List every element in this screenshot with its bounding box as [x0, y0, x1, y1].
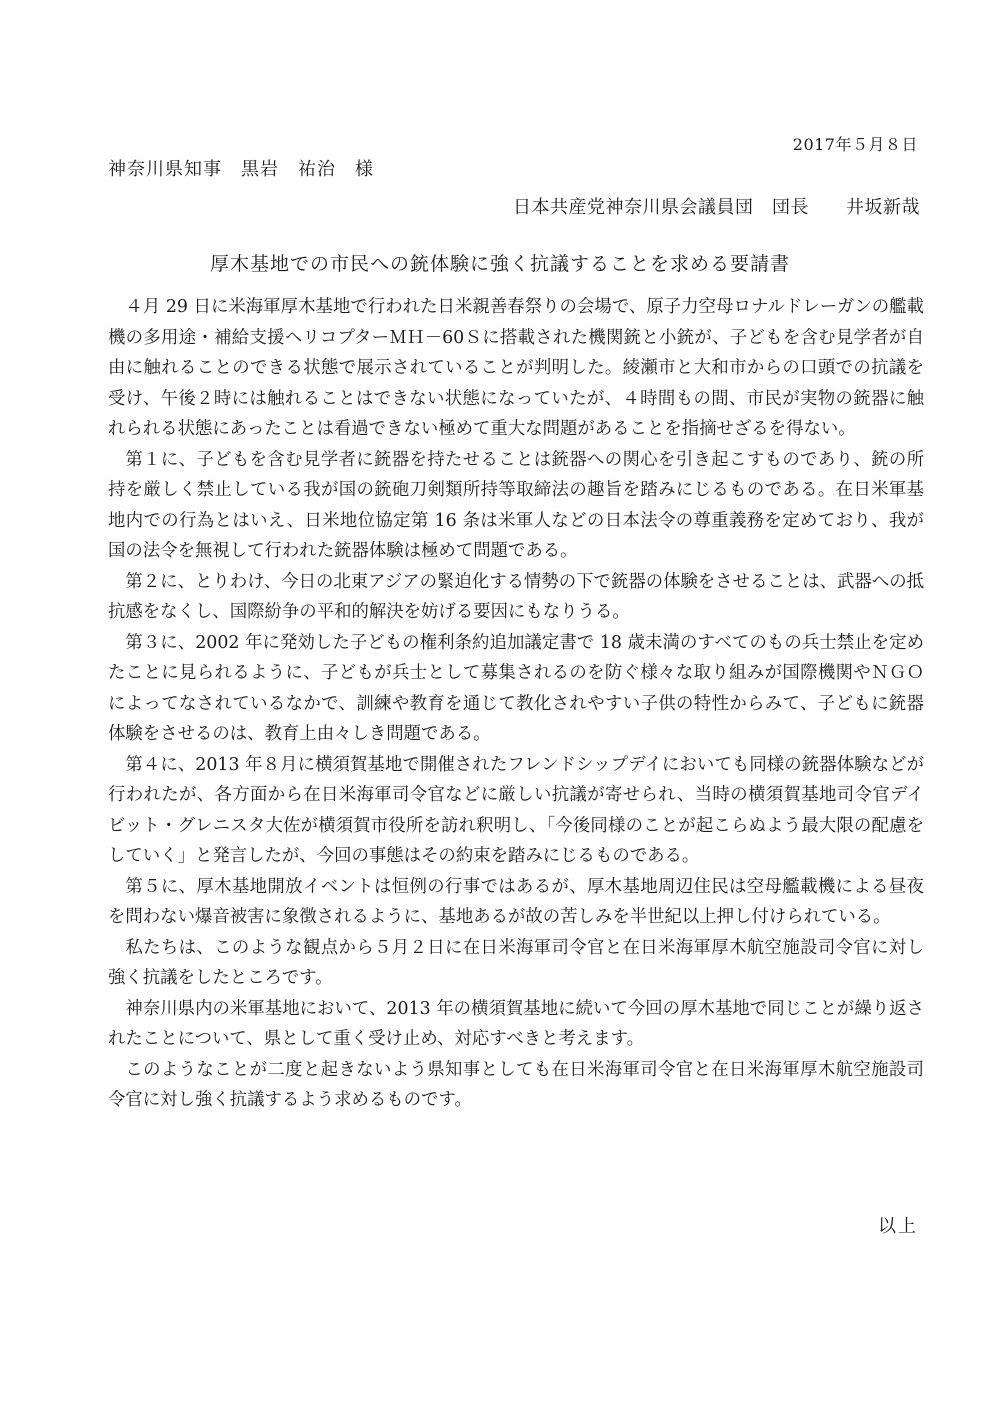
recipient-line: 神奈川県知事 黒岩 祐治 様 [108, 159, 374, 180]
paragraph-intro: ４月 29 日に米海軍厚木基地で行われた日米親善春祭りの会場で、原子力空母ロナルドレーガンの艦載機の多用途・補給支援ヘリコプターＭＨ－60Ｓに搭載された機関銃と小銃が、子どもを含む見学者が自由に触れることのできる状態で展示されていることが判明した。綾瀬市と大和市からの口頭での抗議を受け、午後２時には触れることはできない状態になっていたが、４時間もの間、市民が実物の銃器に触れられる状態にあったことは看過できない極めて重大な問題があることを指摘せざるを得ない。 [108, 297, 924, 439]
document-date: 2017年５月８日 [792, 135, 918, 154]
paragraph-protest: 私たちは、このような観点から５月２日に在日米海軍司令官と在日米海軍厚木航空施設司令官に対し強く抗議をしたところです。 [108, 937, 924, 988]
paragraph-point-4: 第４に、2013 年８月に横須賀基地で開催されたフレンドシップデイにおいても同様の銃器体験などが行われたが、各方面から在日米海軍司令官などに厳しい抗議が寄せられ、当時の横須賀基地司令官デイビット・グレニスタ大佐が横須賀市役所を訪れ釈明し、「今後同様のことが起こらぬよう最大限の配慮をしていく」と発言したが、今回の事態はその約束を踏みにじるものである。 [108, 754, 924, 866]
paragraph-point-1: 第１に、子どもを含む見学者に銃器を持たせることは銃器への関心を引き起こすものであり、銃の所持を厳しく禁止している我が国の銃砲刀剣類所持等取締法の趣旨を踏みにじるものである。在日米軍基地内での行為とはいえ、日米地位協定第 16 条は米軍人などの日本法令の尊重義務を定めており、我が国の法令を無視して行われた銃器体験は極めて問題である。 [108, 449, 924, 561]
paragraph-point-3: 第３に、2002 年に発効した子どもの権利条約追加議定書で 18 歳未満のすべてのもの兵士禁止を定めたことに見られるように、子どもが兵士として募集されるのを防ぐ様々な取り組みが国際機関やＮＧＯによってなされているなかで、訓練や教育を通じて教化されやすい子供の特性からみて、子どもに銃器体験をさせるのは、教育上由々しき問題である。 [108, 632, 924, 744]
document-body [108, 292, 924, 1116]
closing-mark: 以上 [878, 1216, 918, 1237]
document-title: 厚木基地での市民への銃体験に強く抗議することを求める要請書 [209, 253, 790, 275]
sender-line: 日本共産党神奈川県会議員団 団長 井坂新哉 [513, 197, 920, 218]
paragraph-request: このようなことが二度と起きないよう県知事としても在日米海軍司令官と在日米海軍厚木航空施設司令官に対し強く抗議するよう求めるものです。 [108, 1059, 924, 1110]
paragraph-point-2: 第２に、とりわけ、今日の北東アジアの緊迫化する情勢の下で銃器の体験をさせることは、武器への抵抗感をなくし、国際紛争の平和的解決を妨げる要因にもなりうる。 [108, 571, 924, 622]
paragraph-point-5: 第５に、厚木基地開放イベントは恒例の行事ではあるが、厚木基地周辺住民は空母艦載機による昼夜を問わない爆音被害に象徴されるように、基地あるが故の苦しみを半世紀以上押し付けられている。 [108, 876, 924, 927]
paragraph-prefecture: 神奈川県内の米軍基地において、2013 年の横須賀基地に続いて今回の厚木基地で同じことが繰り返されたことについて、県として重く受け止め、対応すべきと考えます。 [108, 998, 924, 1049]
